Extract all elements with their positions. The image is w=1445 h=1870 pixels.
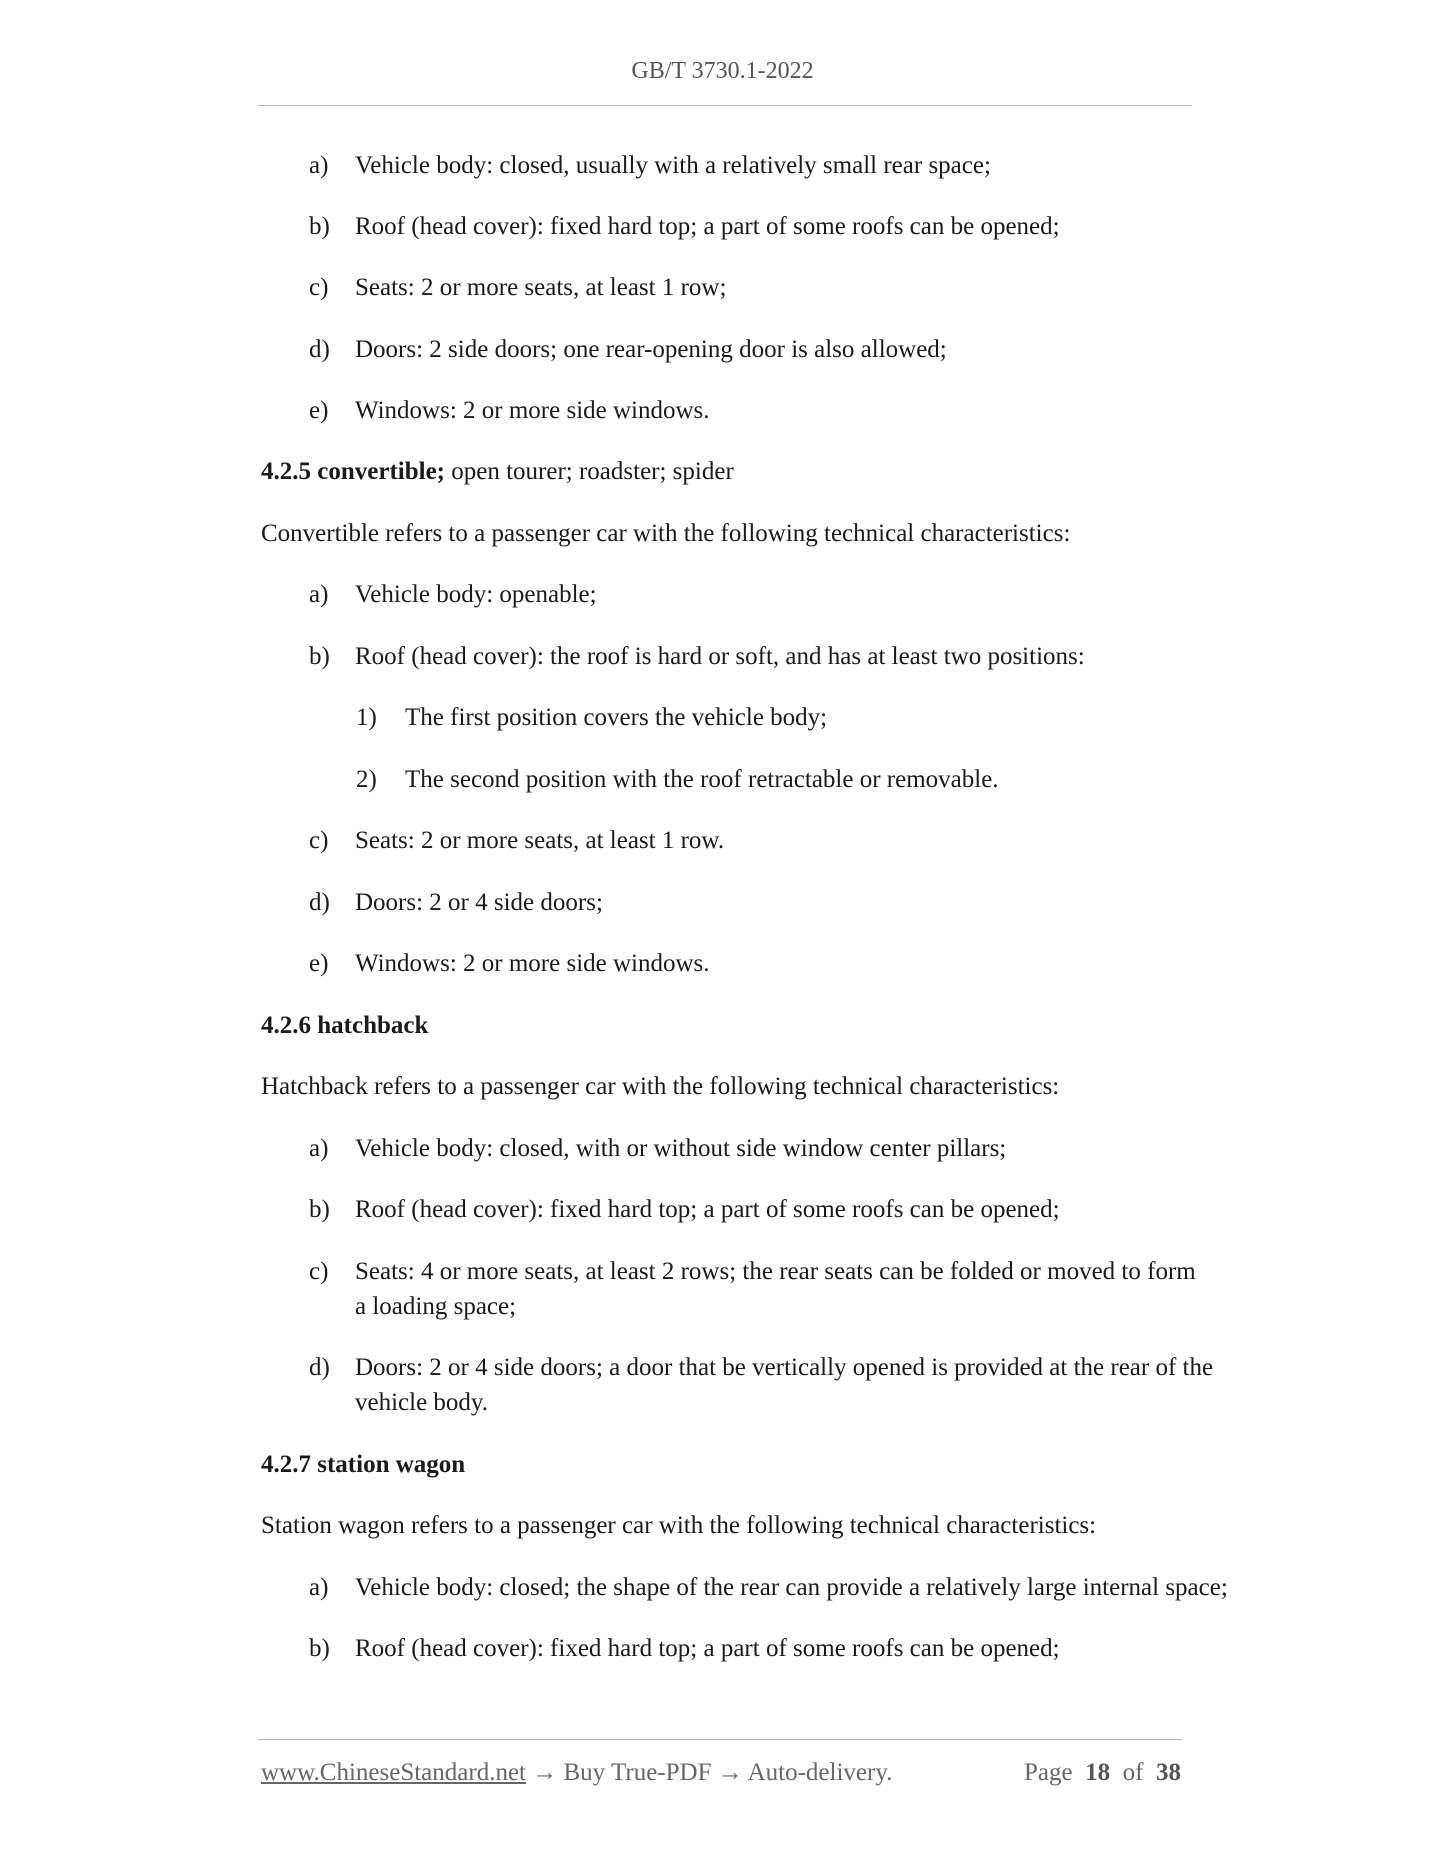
list-item-text: Seats: 4 or more seats, at least 2 rows; the rear seats can be folded or moved to form bbox=[355, 1258, 1196, 1285]
list-label: a) bbox=[309, 1135, 329, 1162]
list-item-text: Seats: 2 or more seats, at least 1 row. bbox=[355, 827, 725, 854]
current-page: 18 bbox=[1085, 1759, 1111, 1786]
term-synonyms: open tourer; roadster; spider bbox=[444, 458, 734, 485]
sublist-item-text: The first position covers the vehicle body; bbox=[405, 704, 828, 731]
list-item-text: Doors: 2 or 4 side doors; a door that be vertically opened is provided at the rear of the bbox=[355, 1354, 1214, 1381]
list-item-text: Doors: 2 or 4 side doors; bbox=[355, 889, 603, 916]
footer-divider bbox=[258, 1739, 1182, 1740]
list-item-text: Windows: 2 or more side windows. bbox=[355, 950, 710, 977]
list-label: c) bbox=[309, 1258, 329, 1285]
list-item-text: Roof (head cover): fixed hard top; a part of some roofs can be opened; bbox=[355, 1635, 1060, 1662]
section-intro: Convertible refers to a passenger car with the following technical characteristics: bbox=[261, 520, 1071, 547]
list-label: e) bbox=[309, 950, 329, 977]
sublist-label: 2) bbox=[356, 766, 377, 793]
term-number: 4.2.5 convertible; bbox=[261, 458, 445, 485]
page-header-title: GB/T 3730.1-2022 bbox=[631, 58, 814, 84]
list-label: a) bbox=[309, 581, 329, 608]
list-item-text: Vehicle body: closed; the shape of the rear can provide a relatively large internal space; bbox=[355, 1574, 1228, 1601]
arrow-icon: → bbox=[532, 1759, 558, 1786]
list-label: c) bbox=[309, 827, 329, 854]
footer-promo bbox=[261, 1755, 892, 1790]
list-label: a) bbox=[309, 152, 329, 179]
page-word: Page bbox=[1024, 1759, 1073, 1786]
list-item-text: Roof (head cover): the roof is hard or soft, and has at least two positions: bbox=[355, 643, 1085, 670]
list-label: a) bbox=[309, 1574, 329, 1601]
header-divider bbox=[258, 105, 1192, 106]
list-item-text: Doors: 2 side doors; one rear-opening door is also allowed; bbox=[355, 336, 947, 363]
section-heading-4-2-7: 4.2.7 station wagon bbox=[261, 1451, 466, 1478]
sublist-item-text: The second position with the roof retractable or removable. bbox=[405, 766, 999, 793]
list-item-text: Vehicle body: closed, with or without side window center pillars; bbox=[355, 1135, 1007, 1162]
list-label: c) bbox=[309, 274, 329, 301]
sublist-label: 1) bbox=[356, 704, 377, 731]
list-label: b) bbox=[309, 1635, 330, 1662]
section-intro: Hatchback refers to a passenger car with the following technical characteristics: bbox=[261, 1073, 1060, 1100]
section-heading-4-2-5 bbox=[261, 454, 734, 489]
buy-pdf-text: Buy True-PDF bbox=[563, 1759, 712, 1786]
list-item-continuation: vehicle body. bbox=[355, 1389, 489, 1416]
list-item-text: Seats: 2 or more seats, at least 1 row; bbox=[355, 274, 727, 301]
list-label: b) bbox=[309, 213, 330, 240]
list-item-continuation: a loading space; bbox=[355, 1293, 517, 1320]
list-item-text: Roof (head cover): fixed hard top; a part of some roofs can be opened; bbox=[355, 213, 1060, 240]
list-label: d) bbox=[309, 336, 330, 363]
list-label: e) bbox=[309, 397, 329, 424]
total-pages: 38 bbox=[1155, 1759, 1181, 1786]
list-item-text: Roof (head cover): fixed hard top; a part of some roofs can be opened; bbox=[355, 1196, 1060, 1223]
auto-delivery-text: Auto-delivery. bbox=[747, 1759, 893, 1786]
arrow-icon: → bbox=[717, 1759, 743, 1786]
list-label: d) bbox=[309, 889, 330, 916]
list-label: b) bbox=[309, 643, 330, 670]
list-item-text: Vehicle body: closed, usually with a relatively small rear space; bbox=[355, 152, 991, 179]
section-heading-4-2-6: 4.2.6 hatchback bbox=[261, 1012, 429, 1039]
list-item-text: Vehicle body: openable; bbox=[355, 581, 597, 608]
list-item-text: Windows: 2 or more side windows. bbox=[355, 397, 710, 424]
list-label: d) bbox=[309, 1354, 330, 1381]
page-counter bbox=[1024, 1755, 1181, 1790]
list-label: b) bbox=[309, 1196, 330, 1223]
section-intro: Station wagon refers to a passenger car with the following technical characteristics: bbox=[261, 1512, 1097, 1539]
of-word: of bbox=[1122, 1759, 1144, 1786]
website-link[interactable]: www.ChineseStandard.net bbox=[261, 1759, 526, 1786]
